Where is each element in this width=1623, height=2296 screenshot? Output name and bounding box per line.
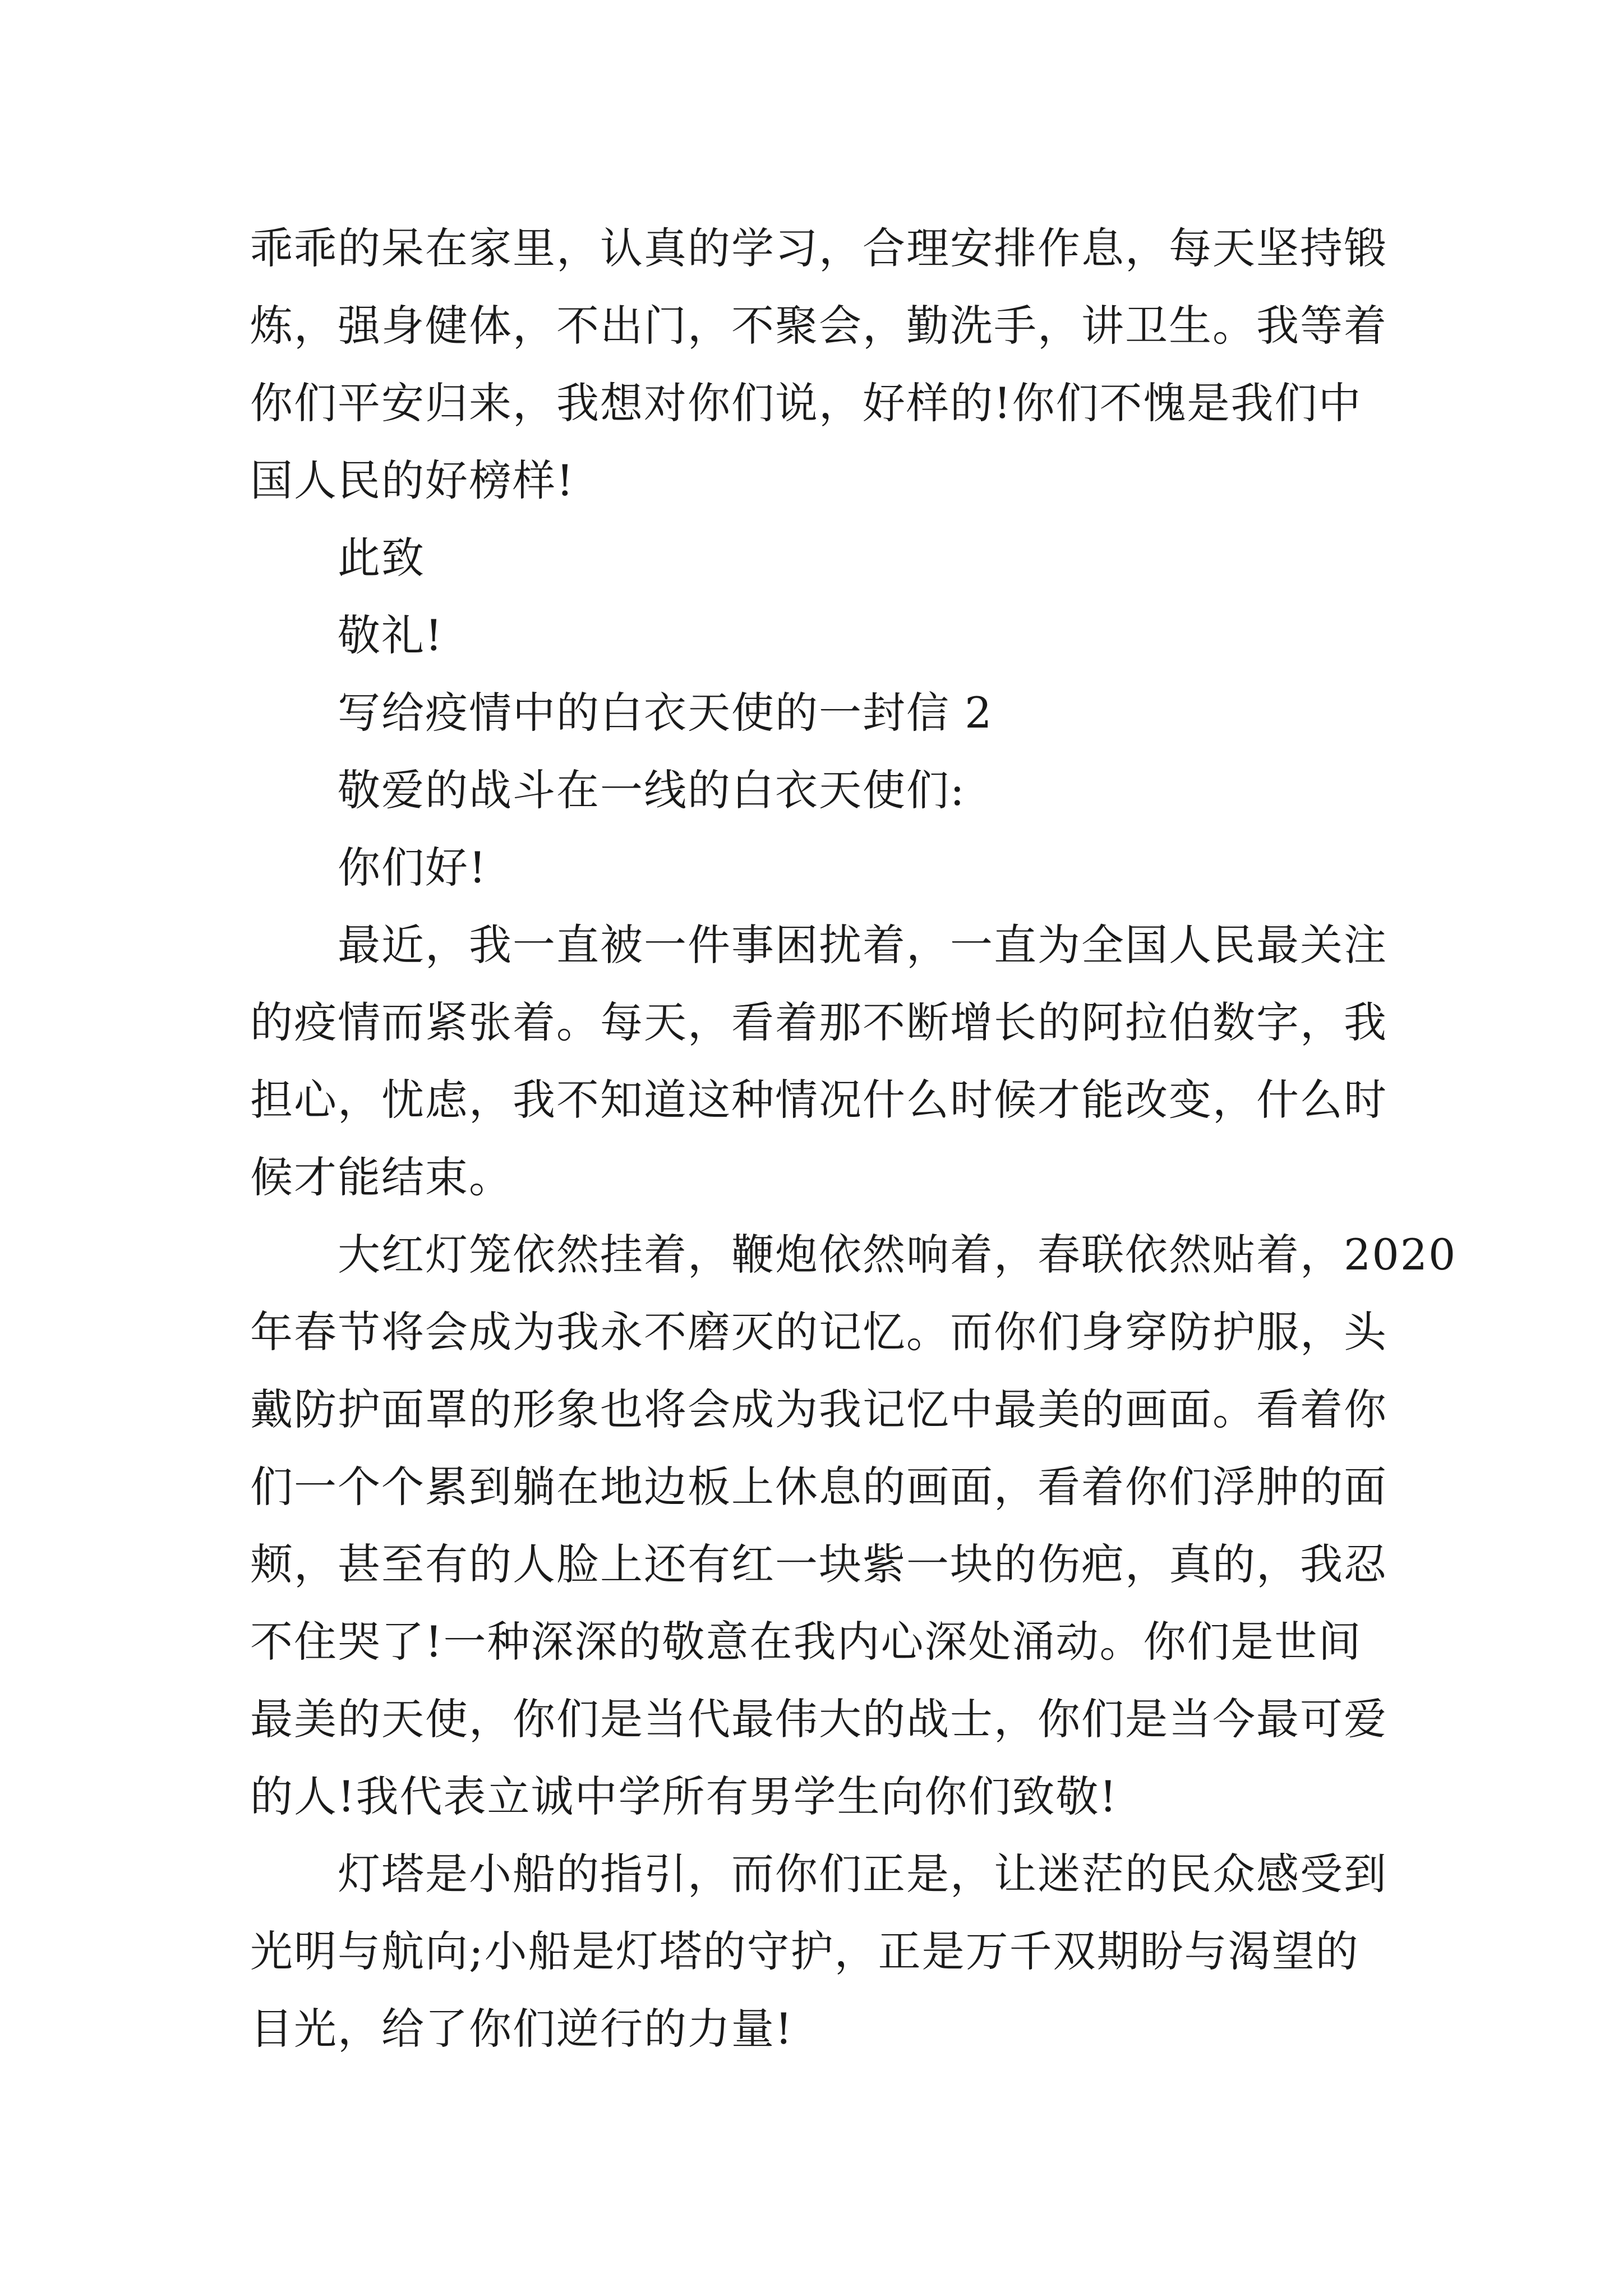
letter-body [250, 210, 1457, 2068]
text-line: 灯塔是小船的指引，而你们正是，让迷茫的民众感受到 [338, 1849, 1387, 1899]
text-line: 你们平安归来，我想对你们说，好样的!你们不愧是我们中 [250, 378, 1362, 428]
text-line: 目光，给了你们逆行的力量! [250, 2004, 794, 2054]
text-line: 们一个个累到躺在地边板上休息的画面，看着你们浮肿的面 [250, 1462, 1387, 1512]
text-line: 的人!我代表立诚中学所有男学生向你们致敬! [250, 1772, 1118, 1821]
text-line: 大红灯笼依然挂着，鞭炮依然响着，春联依然贴着，2020 [338, 1230, 1457, 1280]
text-line: 候才能结束。 [250, 1152, 513, 1202]
text-line: 最美的天使，你们是当代最伟大的战士，你们是当今最可爱 [250, 1694, 1387, 1744]
text-line: 光明与航向;小船是灯塔的守护，正是万千双期盼与渴望的 [250, 1926, 1359, 1976]
text-line: 年春节将会成为我永不磨灭的记忆。而你们身穿防护服，头 [250, 1307, 1387, 1357]
text-line: 敬爱的战斗在一线的白衣天使们: [338, 765, 966, 815]
text-line: 颊，甚至有的人脸上还有红一块紫一块的伤疤，真的，我忍 [250, 1539, 1387, 1589]
text-line: 的疫情而紧张着。每天，看着那不断增长的阿拉伯数字，我 [250, 997, 1387, 1047]
text-line: 此致 [338, 533, 425, 583]
text-line: 你们好! [338, 843, 487, 892]
text-line: 写给疫情中的白衣天使的一封信 2 [338, 688, 993, 738]
text-line: 戴防护面罩的形象也将会成为我记忆中最美的画面。看着你 [250, 1384, 1387, 1434]
text-line: 国人民的好榜样! [250, 455, 575, 505]
text-line: 敬礼! [338, 610, 444, 660]
text-line: 不住哭了!一种深深的敬意在我内心深处涌动。你们是世间 [250, 1617, 1362, 1667]
text-line: 乖乖的呆在家里，认真的学习，合理安排作息，每天坚持锻 [250, 223, 1387, 273]
text-line: 最近，我一直被一件事困扰着，一直为全国人民最关注 [338, 920, 1387, 970]
text-line: 炼，强身健体，不出门，不聚会，勤洗手，讲卫生。我等着 [250, 301, 1387, 351]
text-line: 担心，忧虑，我不知道这种情况什么时候才能改变，什么时 [250, 1075, 1387, 1125]
